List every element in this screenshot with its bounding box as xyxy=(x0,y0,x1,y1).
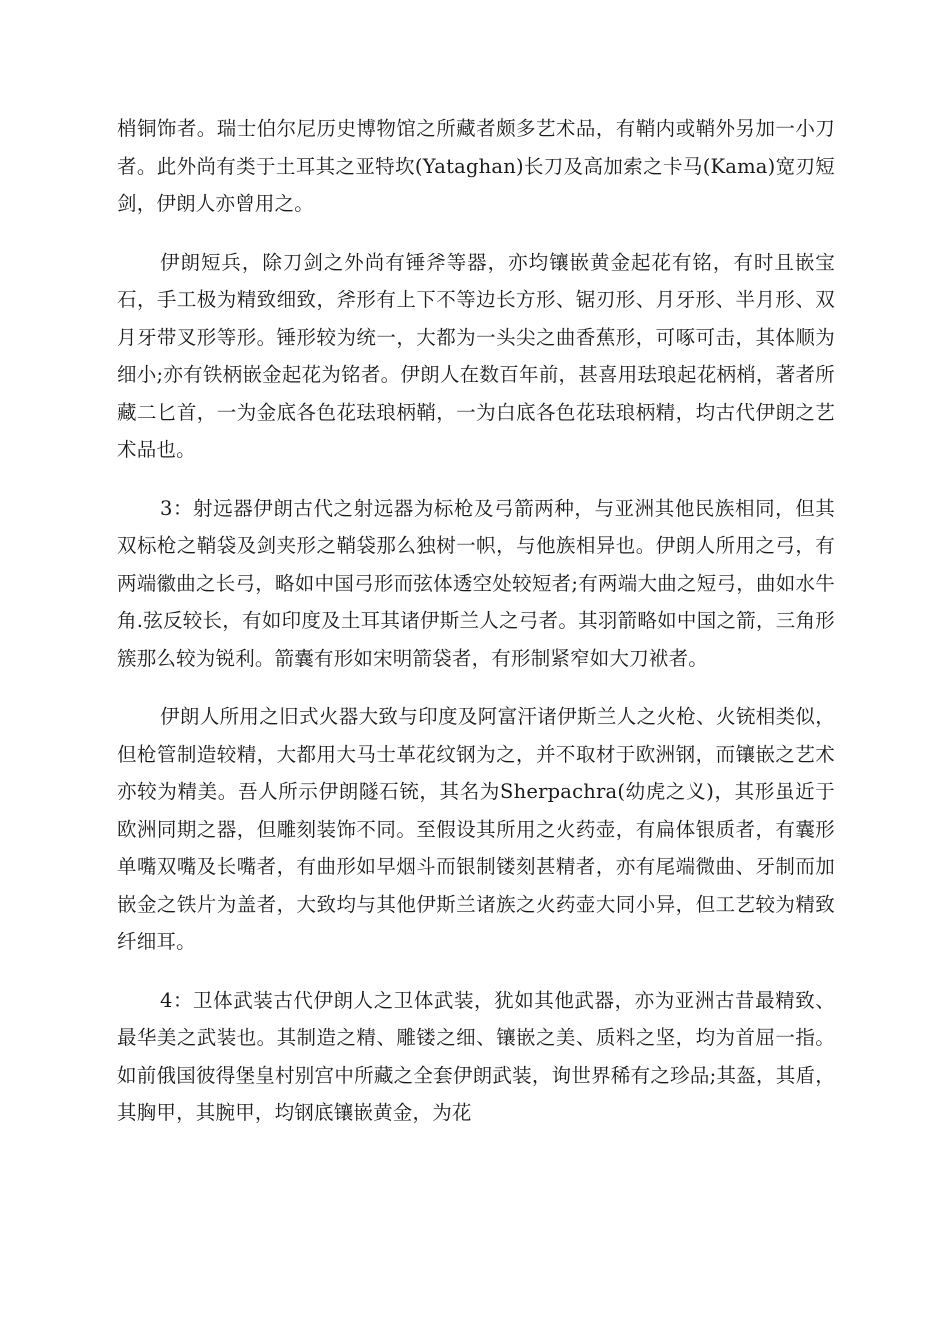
paragraph-2: 伊朗短兵，除刀剑之外尚有锤斧等器，亦均镶嵌黄金起花有铭，有时且嵌宝石，手工极为精致细致，斧形有上下不等边长方形、锯刃形、月牙形、半月形、双月牙带叉形等形。锤形较为统一，大都为一头尖之曲香蕉形，可啄可击，其体顺为细小;亦有铁柄嵌金起花为铭者。伊朗人在数百年前，甚喜用珐琅起花柄梢，著者所藏二匕首，一为金底各色花珐琅柄鞘，一为白底各色花珐琅柄精，均古代伊朗之艺术品也。 xyxy=(117,250,835,461)
paragraph-3: 3：射远器伊朗古代之射远器为标枪及弓箭两种，与亚洲其他民族相同，但其双标枪之鞘袋及剑夹形之鞘袋那么独树一帜，与他族相异也。伊朗人所用之弓，有两端徽曲之长弓，略如中国弓形而弦体透空处较短者;有两端大曲之短弓，曲如水牛角.弦反较长，有如印度及土耳其诸伊斯兰人之弓者。其羽箭略如中国之箭，三角形簇那么较为锐利。箭囊有形如宋明箭袋者，有形制紧窄如大刀袱者。 xyxy=(117,496,835,670)
paragraph-4: 伊朗人所用之旧式火器大致与印度及阿富汗诸伊斯兰人之火枪、火铳相类似，但枪管制造较精，大都用大马士革花纹钢为之，并不取材于欧洲钢，而镶嵌之艺术亦较为精美。吾人所示伊朗隧石铳，其名为Sherpachra(幼虎之义)，其形虽近于欧洲同期之器，但雕刻装饰不同。至假设其所用之火药壶，有扁体银质者，有囊形单嘴双嘴及长嘴者，有曲形如早烟斗而银制镂刻甚精者，亦有尾端微曲、牙制而加嵌金之铁片为盖者，大致均与其他伊斯兰诸族之火药壶大同小异，但工艺较为精致纤细耳。 xyxy=(117,705,835,953)
paragraph-1: 梢铜饰者。瑞士伯尔尼历史博物馆之所藏者颇多艺术品，有鞘内或鞘外另加一小刀者。此外尚有类于土耳其之亚特坎(Yataghan)长刀及高加索之卡马(Kama)宽刃短剑，伊朗人亦曾用之。 xyxy=(117,117,835,215)
paragraph-5: 4：卫体武装古代伊朗人之卫体武装，犹如其他武器，亦为亚洲古昔最精致、最华美之武装也。其制造之精、雕镂之细、镶嵌之美、质料之坚，均为首屈一指。如前俄国彼得堡皇村别宫中所藏之全套伊朗武装，询世界稀有之珍品;其盔，其盾，其胸甲，其腕甲，均钢底镶嵌黄金，为花 xyxy=(117,988,835,1124)
body-text xyxy=(117,110,835,1132)
